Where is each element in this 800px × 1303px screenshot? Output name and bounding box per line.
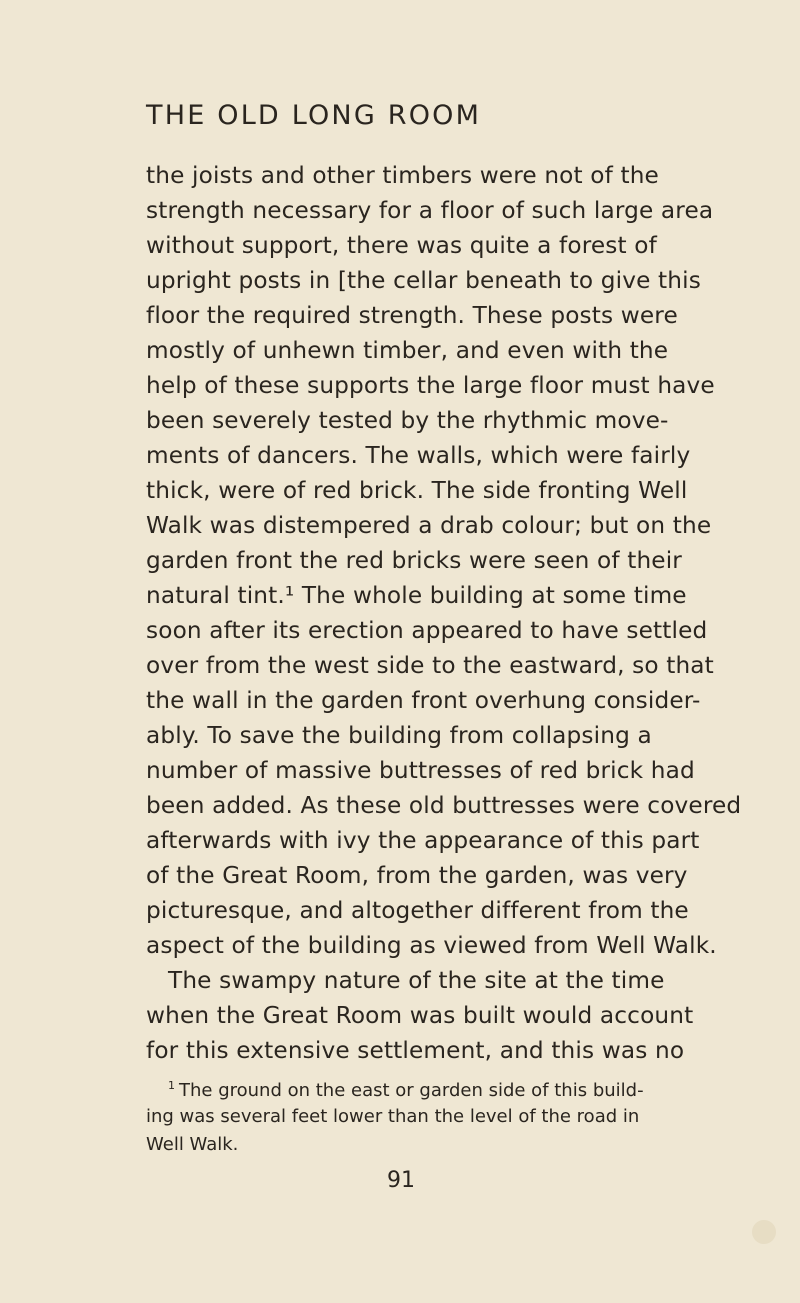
body-line-14: soon after its erection appeared to have settled	[146, 617, 708, 644]
body-line-18: number of massive buttresses of red brick had	[146, 757, 695, 784]
body-line-9: ments of dancers. The walls, which were fairly	[146, 442, 691, 469]
footnote-line-3: Well Walk.	[146, 1134, 239, 1155]
body-line-22: picturesque, and altogether different from the	[146, 897, 689, 924]
body-line-24: The swampy nature of the site at the time	[168, 967, 665, 994]
running-head: THE OLD LONG ROOM	[146, 100, 482, 131]
body-line-6: mostly of unhewn timber, and even with the	[146, 337, 669, 364]
body-line-21: of the Great Room, from the garden, was very	[146, 862, 688, 889]
body-line-26: for this extensive settlement, and this was no	[146, 1037, 685, 1064]
footnote-line-1	[168, 1079, 644, 1101]
body-line-19: been added. As these old buttresses were covered	[146, 792, 742, 819]
body-line-5: floor the required strength. These posts were	[146, 302, 678, 329]
paper-stain	[752, 1220, 776, 1244]
body-line-4: upright posts in [the cellar beneath to give this	[146, 267, 701, 294]
body-line-1: the joists and other timbers were not of the	[146, 162, 659, 189]
body-line-3: without support, there was quite a forest of	[146, 232, 657, 259]
body-line-15: over from the west side to the eastward, so that	[146, 652, 714, 679]
page-number: 91	[387, 1168, 415, 1193]
body-line-11: Walk was distempered a drab colour; but on the	[146, 512, 712, 539]
body-line-2: strength necessary for a floor of such large area	[146, 197, 714, 224]
body-line-16: the wall in the garden front overhung consider-	[146, 687, 701, 714]
body-line-23: aspect of the building as viewed from Well Walk.	[146, 932, 717, 959]
footnote-text-1: The ground on the east or garden side of this build-	[179, 1080, 644, 1101]
body-line-17: ably. To save the building from collapsing a	[146, 722, 652, 749]
footnote-marker: 1	[168, 1079, 175, 1092]
body-line-25: when the Great Room was built would account	[146, 1002, 694, 1029]
body-line-13: natural tint.¹ The whole building at some time	[146, 582, 687, 609]
body-line-12: garden front the red bricks were seen of their	[146, 547, 682, 574]
body-line-8: been severely tested by the rhythmic move-	[146, 407, 669, 434]
body-line-20: afterwards with ivy the appearance of this part	[146, 827, 700, 854]
body-line-7: help of these supports the large floor must have	[146, 372, 715, 399]
footnote-line-2: ing was several feet lower than the level of the road in	[146, 1106, 640, 1127]
body-line-10: thick, were of red brick. The side fronting Well	[146, 477, 688, 504]
